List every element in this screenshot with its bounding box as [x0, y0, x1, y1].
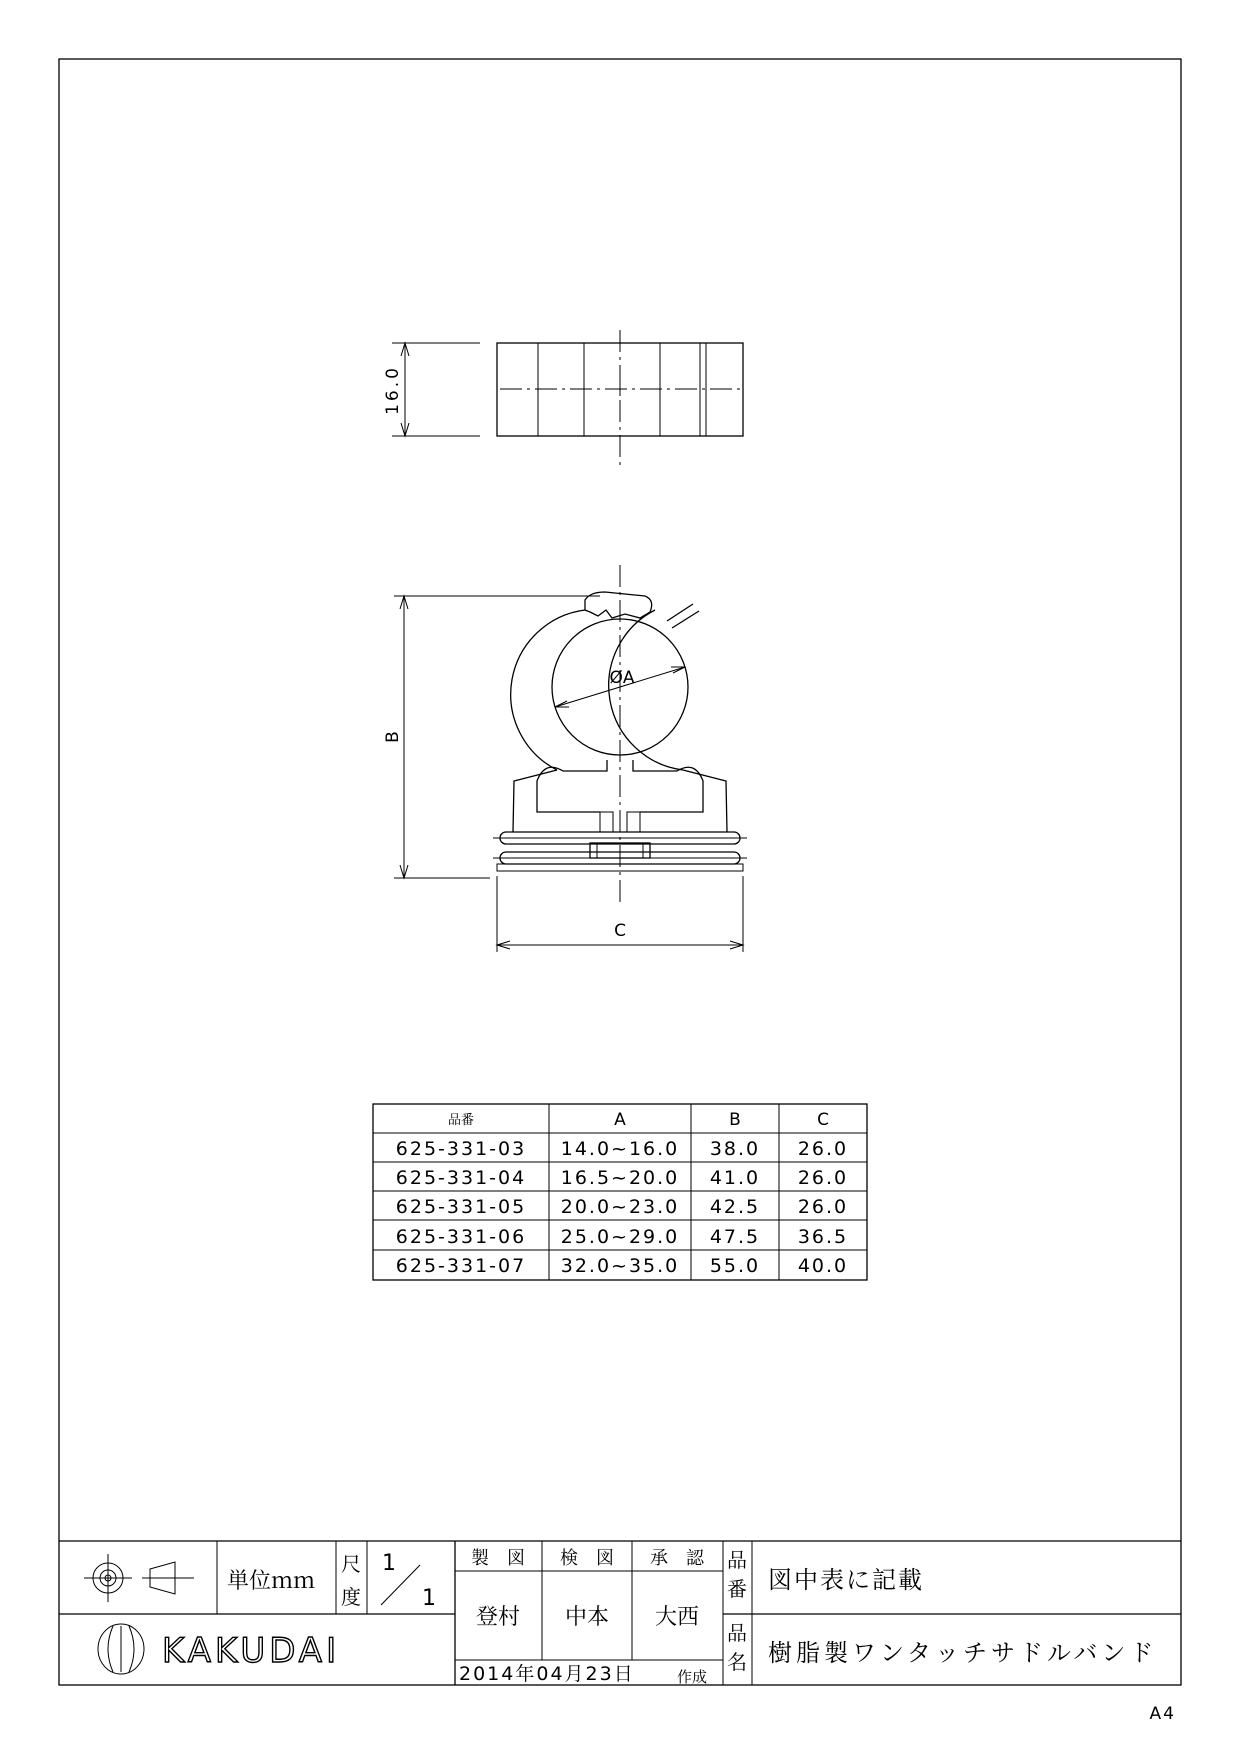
table-cell: 32.0~35.0: [560, 1255, 680, 1277]
height-dimension-label: 16.0: [383, 365, 403, 415]
unit-label: 単位ｍｍ: [227, 1569, 316, 1594]
b-dimension-label: B: [383, 731, 403, 743]
top-view: [383, 330, 743, 465]
drawn-label: 製 図: [471, 1548, 525, 1569]
part-no-value: 図中表に記載: [768, 1566, 924, 1594]
table-cell: 26.0: [797, 1138, 849, 1160]
front-view: [383, 565, 747, 952]
created-label: 作成: [677, 1668, 708, 1686]
part-name-label-1: 品: [727, 1621, 747, 1645]
paper-size-label: A4: [1149, 1704, 1176, 1724]
table-cell: 40.0: [797, 1255, 849, 1277]
spec-table: [373, 1104, 867, 1280]
col-header-a: A: [614, 1110, 626, 1130]
col-header-b: B: [729, 1110, 741, 1130]
table-cell: 20.0~23.0: [560, 1196, 680, 1218]
table-cell: 625-331-03: [395, 1138, 527, 1160]
checked-label: 検 図: [560, 1548, 614, 1569]
table-cell: 625-331-04: [395, 1167, 527, 1189]
c-dimension-label: C: [614, 921, 626, 941]
approved-by: 大西: [654, 1605, 700, 1630]
table-cell: 41.0: [709, 1167, 761, 1189]
scale-label-2: 度: [341, 1585, 361, 1609]
table-cell: 36.5: [797, 1226, 849, 1248]
scale-label-1: 尺: [341, 1552, 361, 1576]
kakudai-logo-text: KAKUDAI: [162, 1631, 341, 1671]
table-cell: 625-331-06: [395, 1226, 527, 1248]
checked-by: 中本: [564, 1605, 610, 1630]
table-cell: 14.0~16.0: [560, 1138, 680, 1160]
third-angle-projection-icon: [84, 1554, 194, 1602]
table-cell: 625-331-07: [395, 1255, 527, 1277]
table-cell: 47.5: [709, 1226, 761, 1248]
table-cell: 16.5~20.0: [560, 1167, 680, 1189]
diameter-dimension-label: ØA: [609, 668, 635, 688]
part-name-label-2: 名: [727, 1650, 747, 1674]
table-cell: 42.5: [709, 1196, 761, 1218]
table-cell: 26.0: [797, 1167, 849, 1189]
col-header-c: C: [817, 1110, 829, 1130]
table-cell: 38.0: [709, 1138, 761, 1160]
part-no-label-1: 品: [727, 1548, 747, 1572]
table-cell: 55.0: [709, 1255, 761, 1277]
title-block: [59, 1541, 1181, 1686]
kakudai-logo-icon: [98, 1624, 144, 1674]
table-cell: 26.0: [797, 1196, 849, 1218]
approved-label: 承 認: [650, 1548, 704, 1569]
part-no-label-2: 番: [727, 1577, 747, 1601]
col-header-part-no: 品番: [447, 1113, 475, 1128]
table-cell: 25.0~29.0: [560, 1226, 680, 1248]
drawn-by: 登村: [475, 1605, 521, 1630]
scale-denominator: 1: [422, 1586, 436, 1611]
table-cell: 625-331-05: [395, 1196, 527, 1218]
scale-numerator: 1: [382, 1551, 396, 1576]
part-name-value: 樹脂製ワンタッチサドルバンド: [768, 1639, 1158, 1667]
drawing-date: 2014年04月23日: [459, 1663, 635, 1685]
